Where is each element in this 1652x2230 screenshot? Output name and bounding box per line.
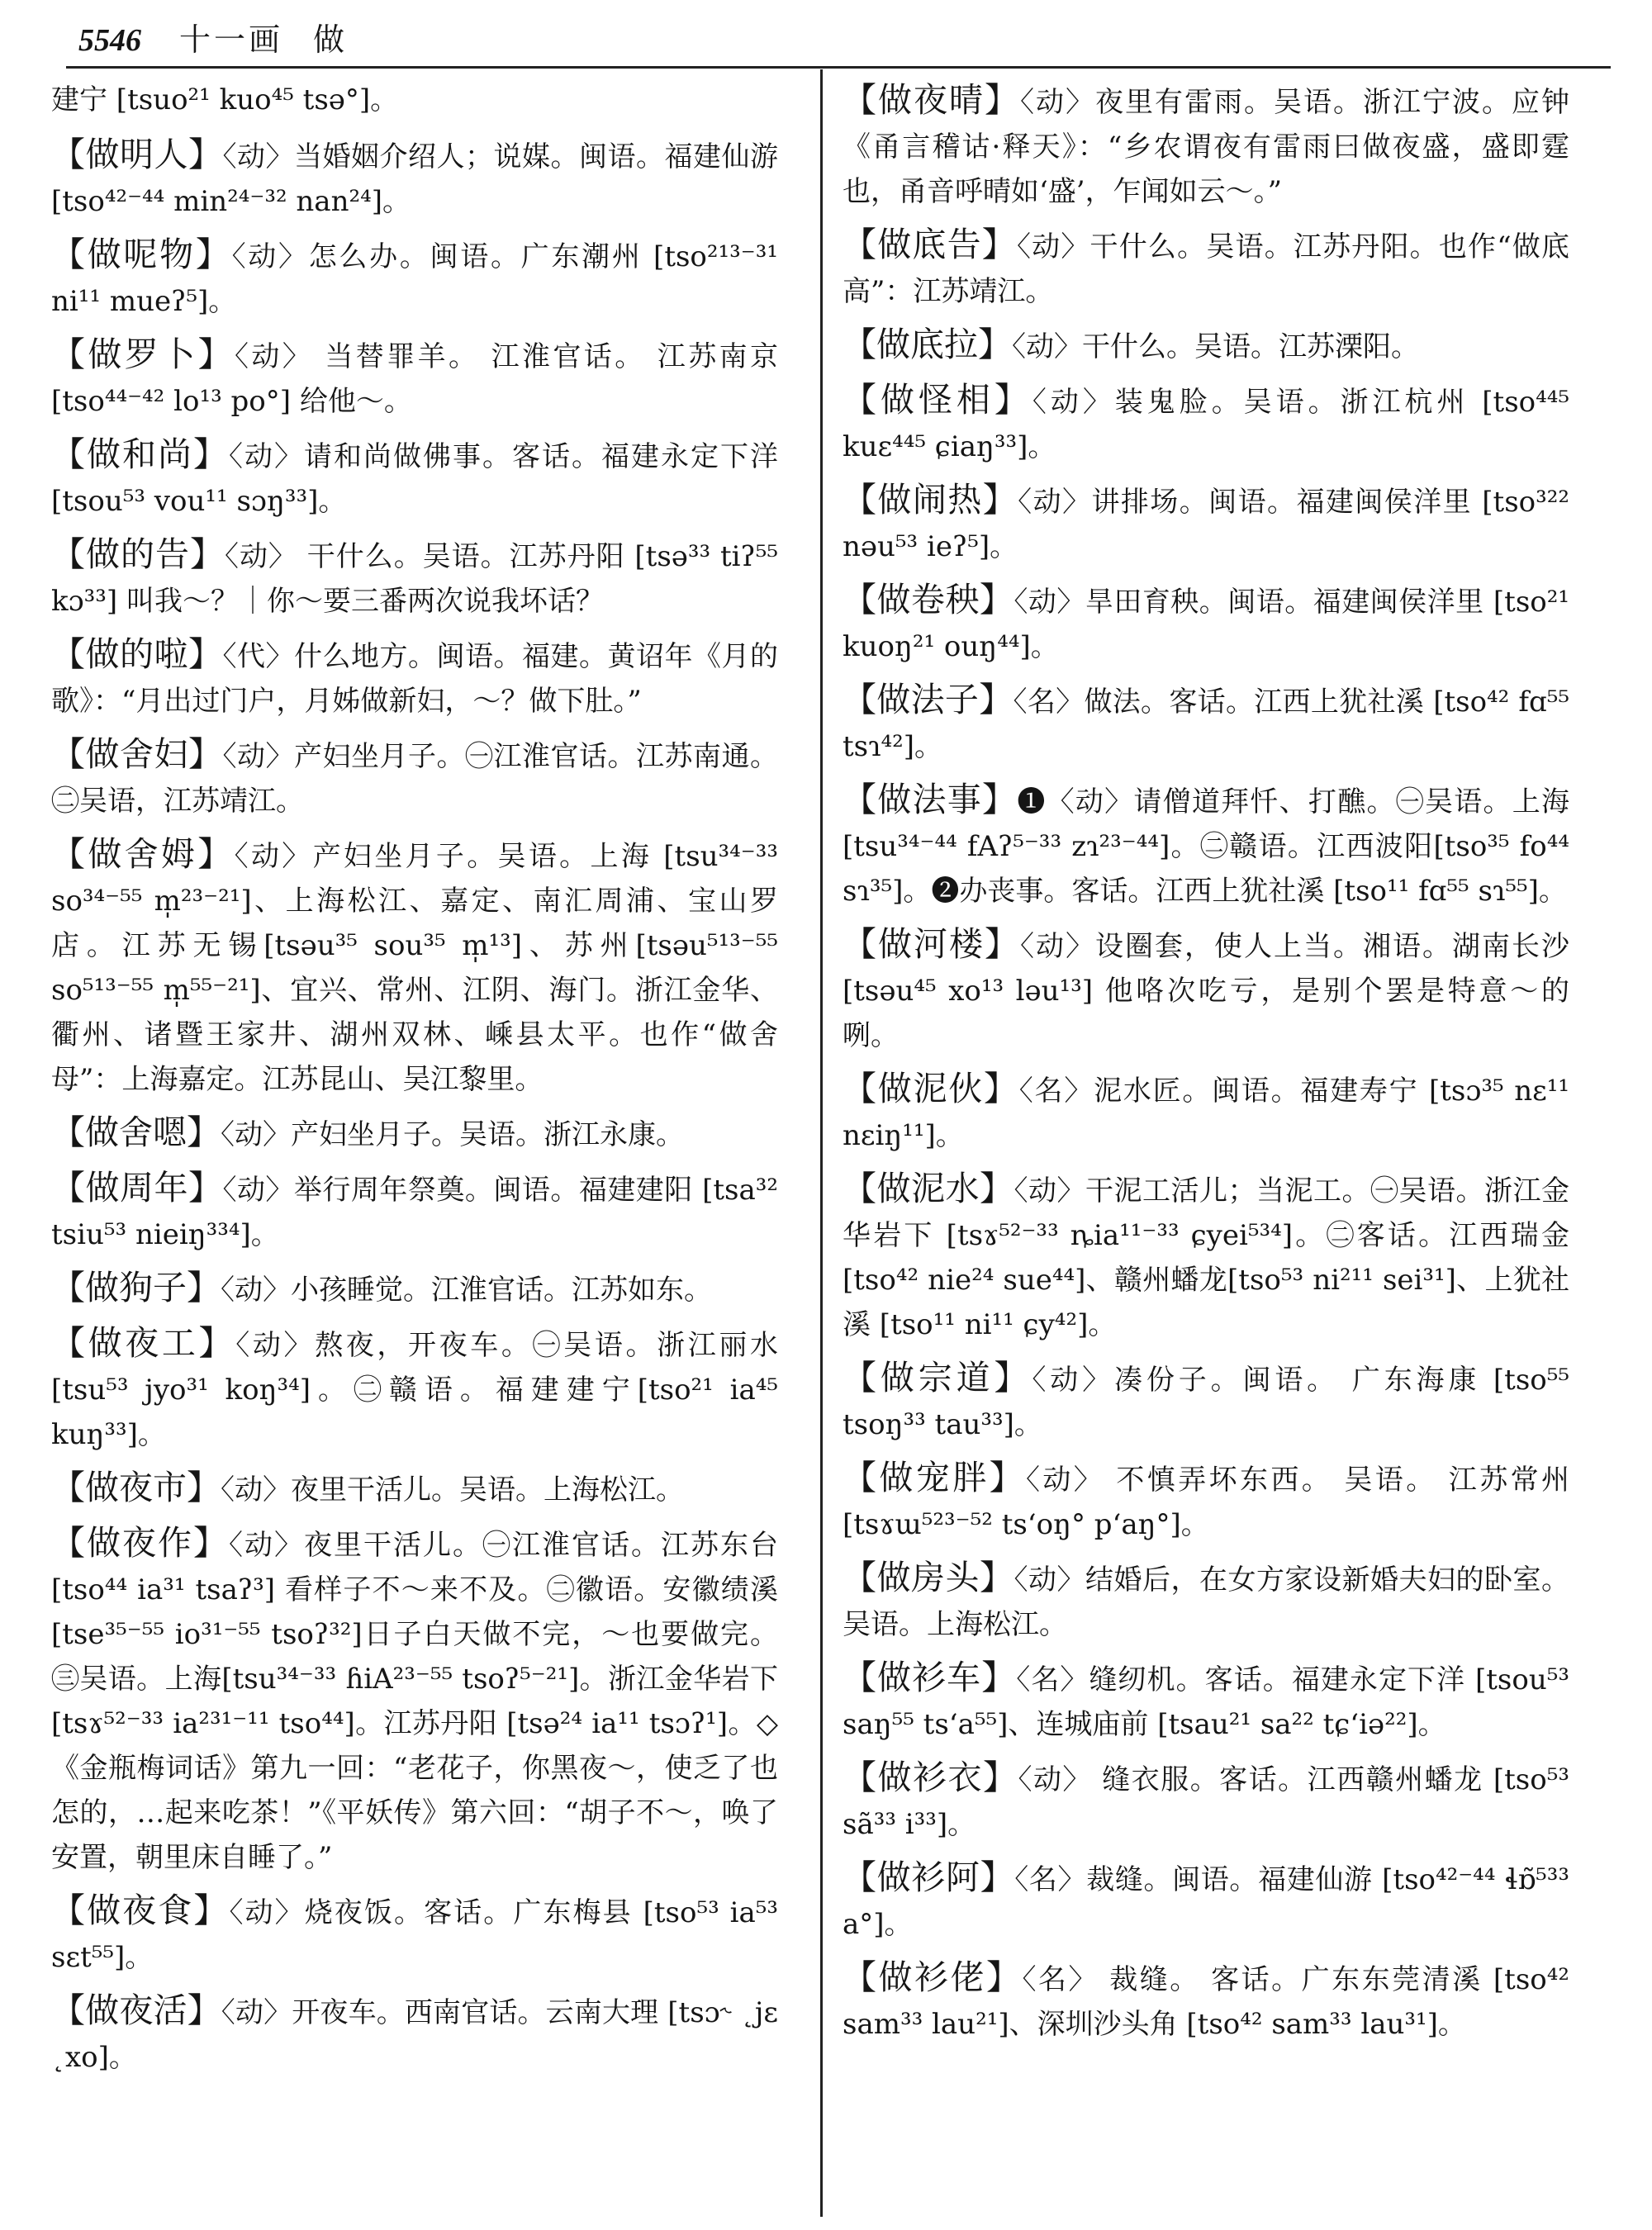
entry-body: 〈动〉夜里有雷雨。吴语。浙江宁波。应钟《甬言稽诂·释天》：“乡农谓夜有雷雨曰做夜盛，盛即霆也，甬音呼晴如‘盛’，乍闻如云～。”: [843, 86, 1569, 208]
entry-headword: 【做夜作】: [51, 1523, 229, 1563]
entry-headword: 【做河楼】: [843, 924, 1020, 964]
entry-headword: 【做衫车】: [843, 1658, 1017, 1697]
entry-headword: 【做衫阿】: [843, 1858, 1015, 1897]
entry-headword: 【做夜晴】: [843, 80, 1020, 120]
entry-body: 〈动〉熬夜，开夜车。㊀吴语。浙江丽水 [tsu⁵³ jyo³¹ koŋ³⁴]。㊁赣语。福建建宁[tso²¹ ia⁴⁵ kuŋ³³]。: [51, 1329, 779, 1451]
dictionary-entry: [51, 1988, 778, 2080]
entry-body: 〈动〉烧夜饭。客话。广东梅县 [tso⁵³ ia⁵³ sɛt⁵⁵]。: [51, 1896, 779, 1974]
entry-headword: 【做法事】: [843, 780, 1018, 819]
dictionary-entry: [843, 477, 1569, 569]
entry-body: 〈代〉什么地方。闽语。福建。黄诏年《月的歌》：“月出过门户，月姊做新妇，～？做下肚。”: [51, 640, 778, 718]
entry-body: 建宁 [tsuo²¹ kuo⁴⁵ tsə°]。: [51, 83, 399, 116]
dictionary-entry: [51, 1521, 778, 1880]
entry-headword: 【做夜活】: [51, 1990, 221, 2030]
entry-body: 〈名〉做法。客话。江西上犹社溪 [tso⁴² fɑ⁵⁵ tsɿ⁴²]。: [843, 686, 1570, 763]
entry-body: 〈动〉怎么办。闽语。广东潮州 [tso²¹³⁻³¹ ni¹¹ mueʔ⁵]。: [51, 240, 778, 318]
entry-body: 〈动〉讲排场。闽语。福建闽侯洋里 [tso³²² nəu⁵³ ieʔ⁵]。: [843, 486, 1570, 563]
entry-headword: 【做底拉】: [843, 325, 1012, 364]
section-label: 十一画: [179, 21, 284, 58]
entry-body: 〈动〉产妇坐月子。㊀江淮官话。江苏南通。㊁吴语，江苏靖江。: [51, 740, 778, 818]
dictionary-entry: [843, 222, 1569, 314]
entry-body: 〈名〉缝纫机。客话。福建永定下洋 [tsou⁵³ saŋ⁵⁵ ts‘a⁵⁵]、连城庙前 [tsau²¹ sa²² tɕ‘iə²²]。: [843, 1663, 1570, 1741]
dictionary-entry: [51, 1888, 778, 1980]
dictionary-entry: [51, 1110, 778, 1157]
dictionary-entry: [51, 532, 778, 624]
dictionary-entry: [843, 1066, 1569, 1158]
dictionary-entry: [843, 1455, 1569, 1547]
entry-body: 〈动〉小孩睡觉。江淮官话。江苏如东。: [221, 1274, 712, 1307]
dictionary-entry: [843, 322, 1569, 369]
dictionary-entry: [51, 632, 778, 724]
entry-body: 〈动〉旱田育秧。闽语。福建闽侯洋里 [tso²¹ kuoŋ²¹ ouŋ⁴⁴]。: [843, 586, 1570, 663]
left-column: [51, 78, 778, 2088]
entry-headword: 【做和尚】: [51, 434, 229, 474]
entry-headword: 【做舍姆】: [51, 834, 235, 874]
entry-body: 〈动〉请和尚做佛事。客话。福建永定下洋 [tsou⁵³ vou¹¹ sɔŋ³³]。: [51, 440, 778, 518]
entry-body: 〈动〉 缝衣服。客话。江西赣州蟠龙 [tso⁵³ sã³³ i³³]。: [843, 1763, 1569, 1841]
entry-body: 〈动〉当婚姻介绍人；说媒。闽语。福建仙游 [tso⁴²⁻⁴⁴ min²⁴⁻³² nan²⁴]。: [51, 140, 778, 218]
page-header: [78, 18, 1623, 61]
entry-headword: 【做呢物】: [51, 235, 232, 274]
dictionary-entry: [51, 332, 778, 424]
dictionary-entry: [843, 1355, 1569, 1447]
entry-body: 〈动〉开夜车。西南官话。云南大理 [tsɔ˞ ˛jɛ ˛xo]。: [51, 1996, 779, 2074]
entry-body: 〈动〉产妇坐月子。吴语。浙江永康。: [221, 1118, 684, 1151]
header-character: 做: [313, 21, 345, 58]
dictionary-entry: [51, 232, 778, 324]
entry-headword: 【做宗道】: [843, 1358, 1032, 1397]
entry-body: 〈名〉泥水匠。闽语。福建寿宁 [tsɔ³⁵ nɛ¹¹ nɛiŋ¹¹]。: [843, 1075, 1569, 1152]
entry-body: 〈动〉产妇坐月子。吴语。上海 [tsu³⁴⁻³³ so³⁴⁻⁵⁵ m̩²³⁻²¹]、上海松江、嘉定、南汇周浦、宝山罗店。江苏无锡[tsəu³⁵ sou³⁵ m̩¹³]、苏州[tsəu⁵¹³⁻⁵⁵ so⁵¹³⁻⁵⁵ m̩⁵⁵⁻²¹]、宜兴、常州、江阴、海门。浙江金华、衢州、诸暨王家井、湖州双林、嵊县太平。也作“做舍母”：上海嘉定。江苏昆山、吴江黎里。: [51, 840, 779, 1096]
entry-headword: 【做舍嗯】: [51, 1113, 221, 1152]
entry-headword: 【做夜市】: [51, 1468, 221, 1507]
entry-headword: 【做泥伙】: [843, 1069, 1019, 1108]
entry-body: 〈动〉设圈套，使人上当。湘语。湖南长沙 [tsəu⁴⁵ xo¹³ ləu¹³] 他咯次吃亏，是别个罢是特意～的咧。: [843, 930, 1569, 1052]
dictionary-entry: [51, 732, 778, 823]
entry-headword: 【做衫佬】: [843, 1957, 1023, 1997]
entry-body: 〈动〉夜里干活儿。㊀江淮官话。江苏东台 [tso⁴⁴ ia³¹ tsaʔ³] 看样子不～来不及。㊁徽语。安徽绩溪 [tse³⁵⁻⁵⁵ io³¹⁻⁵⁵ tsoʔ³²]日子白天做不完，～也要做完。㊂吴语。上海[tsu³⁴⁻³³ ɦiA²³⁻⁵⁵ tsoʔ⁵⁻²¹]。浙江金华岩下 [tsɤ⁵²⁻³³ ia²³¹⁻¹¹ tso⁴⁴]。江苏丹阳 [tsə²⁴ ia¹¹ tsɔʔ¹]。◇《金瓶梅词话》第九一回：“老花子，你黑夜～，使乏了也怎的，…起来吃茶！”《平妖传》第六回：“胡子不～，唤了安置，朝里床自睡了。”: [51, 1529, 778, 1874]
entry-body: 〈动〉干泥工活儿；当泥工。㊀吴语。浙江金华岩下 [tsɤ⁵²⁻³³ ȵia¹¹⁻³³ ɕyei⁵³⁴]。㊁客话。江西瑞金 [tso⁴² nie²⁴ sue⁴⁴]、赣州蟠龙[tso⁵³ ni²¹¹ sei³¹]、上犹社溪 [tso¹¹ ni¹¹ ɕy⁴²]。: [843, 1174, 1569, 1341]
dictionary-entry: [51, 432, 778, 524]
dictionary-entry: [843, 577, 1569, 669]
dictionary-entry: [51, 1465, 778, 1512]
entry-body: 〈名〉裁缝。闽语。福建仙游 [tso⁴²⁻⁴⁴ ɬɒ̃⁵³³ a°]。: [843, 1863, 1569, 1941]
dictionary-entry: [51, 132, 778, 224]
page-number: 5546: [78, 23, 141, 58]
entry-headword: 【做卷秧】: [843, 580, 1014, 619]
entry-headword: 【做周年】: [51, 1168, 223, 1208]
right-column: [843, 78, 1569, 2055]
dictionary-entry: [843, 1755, 1569, 1847]
entry-headword: 【做法子】: [843, 680, 1014, 719]
entry-body: 〈动〉举行周年祭奠。闽语。福建建阳 [tsa³² tsiu⁵³ nieiŋ³³⁴]。: [51, 1174, 778, 1251]
dictionary-entry: [51, 832, 778, 1102]
entry-body: 〈动〉装鬼脸。吴语。浙江杭州 [tso⁴⁴⁵ kuɛ⁴⁴⁵ ɕiaŋ³³]。: [843, 386, 1570, 463]
column-divider: [820, 69, 823, 2217]
dictionary-entry: [843, 1855, 1569, 1947]
entry-headword: 【做闹热】: [843, 480, 1018, 520]
dictionary-entry: [51, 78, 778, 122]
dictionary-entry: [51, 1321, 778, 1457]
dictionary-entry: [51, 1265, 778, 1312]
dictionary-entry: [843, 377, 1569, 469]
dictionary-entry: [843, 1166, 1569, 1347]
entry-headword: 【做狗子】: [51, 1268, 221, 1307]
entry-body: ❶〈动〉请僧道拜忏、打醮。㊀吴语。上海[tsu³⁴⁻⁴⁴ fAʔ⁵⁻³³ zɿ²³⁻⁴⁴]。㊁赣语。江西波阳[tso³⁵ fo⁴⁴ sɿ³⁵]。❷办丧事。客话。江西上犹社溪 [tso¹¹ fɑ⁵⁵ sɿ⁵⁵]。: [843, 785, 1570, 908]
dictionary-entry: [843, 922, 1569, 1058]
entry-headword: 【做的啦】: [51, 634, 223, 674]
entry-headword: 【做宠胖】: [843, 1458, 1026, 1497]
entry-body: 〈动〉 干什么。吴语。江苏丹阳 [tsə³³ tiʔ⁵⁵ kɔ³³] 叫我～？｜你～要三番两次说我坏话？: [51, 540, 778, 618]
entry-headword: 【做罗卜】: [51, 334, 235, 374]
dictionary-entry: [843, 1955, 1569, 2047]
entry-body: 〈动〉凑份子。闽语。 广东海康 [tso⁵⁵ tsoŋ³³ tau³³]。: [843, 1364, 1569, 1441]
entry-headword: 【做夜工】: [51, 1323, 236, 1363]
dictionary-entry: [51, 1165, 778, 1257]
dictionary-entry: [843, 677, 1569, 769]
dictionary-entry: [843, 777, 1569, 913]
entry-headword: 【做怪相】: [843, 380, 1032, 420]
entry-headword: 【做底告】: [843, 225, 1017, 264]
entry-headword: 【做明人】: [51, 135, 223, 174]
entry-body: 〈动〉干什么。吴语。江苏溧阳。: [1012, 330, 1419, 363]
dictionary-entry: [843, 1655, 1569, 1747]
entry-headword: 【做夜食】: [51, 1891, 230, 1930]
entry-headword: 【做衫衣】: [843, 1758, 1018, 1797]
entry-headword: 【做的告】: [51, 534, 225, 574]
entry-body: 〈动〉 不慎弄坏东西。 吴语。 江苏常州 [tsɤɯ⁵²³⁻⁵² ts‘oŋ° p‘aŋ°]。: [843, 1464, 1570, 1541]
entry-headword: 【做舍妇】: [51, 734, 223, 774]
entry-body: 〈动〉干什么。吴语。江苏丹阳。也作“做底高”：江苏靖江。: [843, 230, 1569, 308]
entry-body: 〈名〉 裁缝。 客话。广东东莞清溪 [tso⁴² sam³³ lau²¹]、深圳沙头角 [tso⁴² sam³³ lau³¹]。: [843, 1963, 1570, 2041]
entry-body: 〈动〉 当替罪羊。 江淮官话。 江苏南京 [tso⁴⁴⁻⁴² lo¹³ po°] 给他～。: [51, 340, 779, 418]
dictionary-entry: [843, 78, 1569, 214]
header-rule: [66, 66, 1611, 69]
dictionary-entry: [843, 1555, 1569, 1647]
entry-body: 〈动〉结婚后，在女方家设新婚夫妇的卧室。吴语。上海松江。: [843, 1563, 1569, 1641]
entry-body: 〈动〉夜里干活儿。吴语。上海松江。: [221, 1473, 684, 1506]
entry-headword: 【做房头】: [843, 1558, 1014, 1597]
entry-headword: 【做泥水】: [843, 1169, 1014, 1208]
